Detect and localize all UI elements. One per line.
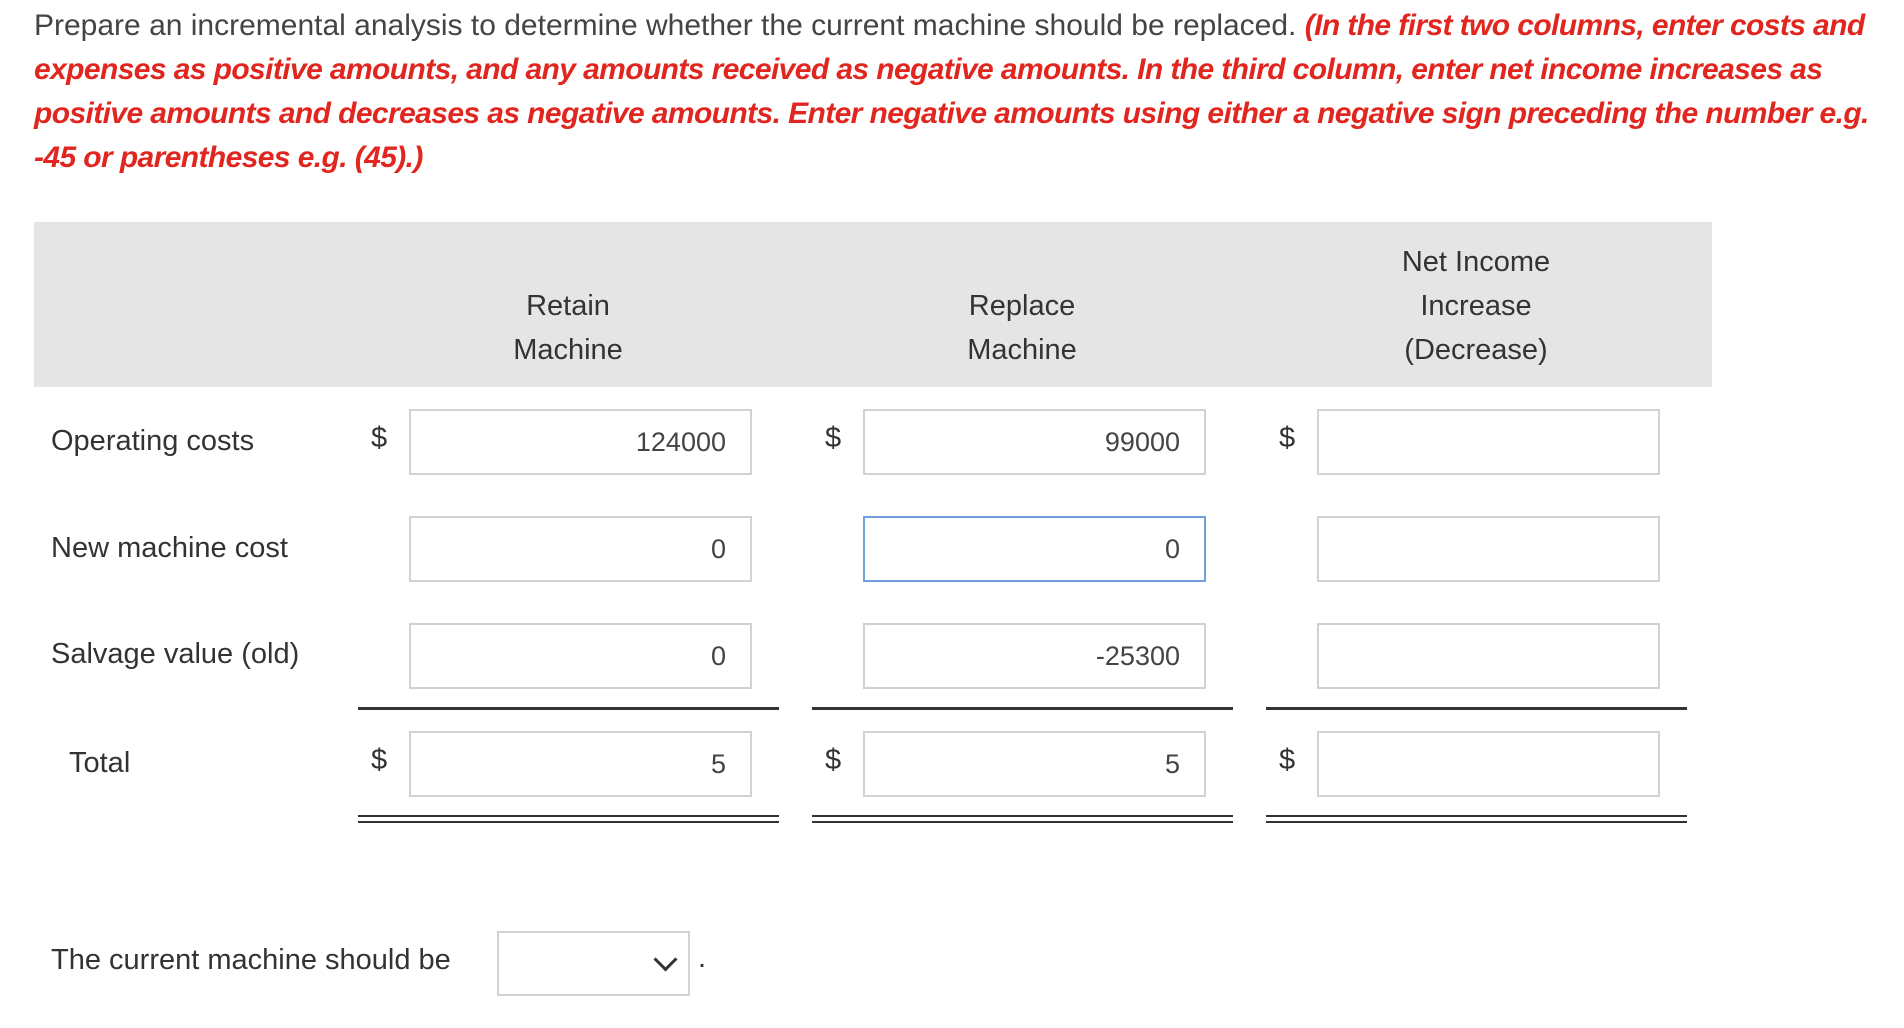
subtotal-rule xyxy=(1266,707,1687,710)
chevron-down-icon xyxy=(653,947,677,971)
column-header-replace xyxy=(872,284,1172,372)
total-retain-input[interactable] xyxy=(409,731,752,797)
total-net-input[interactable] xyxy=(1317,731,1660,797)
column-header-retain-line1: Retain xyxy=(526,290,610,322)
new-machine-cost-retain-input[interactable] xyxy=(409,516,752,582)
instructions-text: Prepare an incremental analysis to determine whether the current machine should be replaced. xyxy=(34,9,1297,42)
instructions xyxy=(34,4,1896,180)
column-header-retain-line2: Machine xyxy=(513,334,623,366)
new-machine-cost-replace-input[interactable] xyxy=(863,516,1206,582)
dollar-sign: $ xyxy=(371,744,388,776)
instructions-emphasis: (In the first two columns, enter costs and expenses as positive amounts, and any amounts received as negative amounts. In the third column, enter net income increases as positive amounts and decreases as negative amounts. Enter negative amounts using either a negative sign preceding the number e.g. -45 or parentheses e.g. (45).) xyxy=(34,9,1869,174)
total-double-rule xyxy=(358,815,779,823)
dollar-sign: $ xyxy=(371,422,388,454)
column-header-net-line3: (Decrease) xyxy=(1404,334,1548,366)
subtotal-rule xyxy=(358,707,779,710)
dollar-sign: $ xyxy=(1279,422,1296,454)
dollar-sign: $ xyxy=(1279,744,1296,776)
salvage-value-replace-input[interactable] xyxy=(863,623,1206,689)
column-header-replace-line2: Machine xyxy=(967,334,1077,366)
total-double-rule xyxy=(1266,815,1687,823)
dollar-sign: $ xyxy=(825,744,842,776)
subtotal-rule xyxy=(812,707,1233,710)
new-machine-cost-net-input[interactable] xyxy=(1317,516,1660,582)
row-label-salvage-value: Salvage value (old) xyxy=(51,638,300,670)
total-replace-input[interactable] xyxy=(863,731,1206,797)
salvage-value-net-input[interactable] xyxy=(1317,623,1660,689)
column-header-net-line1: Net Income xyxy=(1401,246,1551,278)
total-double-rule xyxy=(812,815,1233,823)
column-header-replace-line1: Replace xyxy=(968,290,1076,322)
conclusion-period: . xyxy=(698,942,707,974)
operating-costs-net-input[interactable] xyxy=(1317,409,1660,475)
dollar-sign: $ xyxy=(825,422,842,454)
salvage-value-retain-input[interactable] xyxy=(409,623,752,689)
row-label-new-machine-cost: New machine cost xyxy=(51,532,288,564)
column-header-retain xyxy=(418,284,718,372)
operating-costs-replace-input[interactable] xyxy=(863,409,1206,475)
row-label-total: Total xyxy=(69,747,131,779)
row-label-operating-costs: Operating costs xyxy=(51,425,255,457)
conclusion-dropdown[interactable] xyxy=(497,931,690,996)
column-header-net xyxy=(1326,240,1626,372)
operating-costs-retain-input[interactable] xyxy=(409,409,752,475)
column-header-net-line2: Increase xyxy=(1420,290,1532,322)
conclusion-label: The current machine should be xyxy=(51,944,451,976)
